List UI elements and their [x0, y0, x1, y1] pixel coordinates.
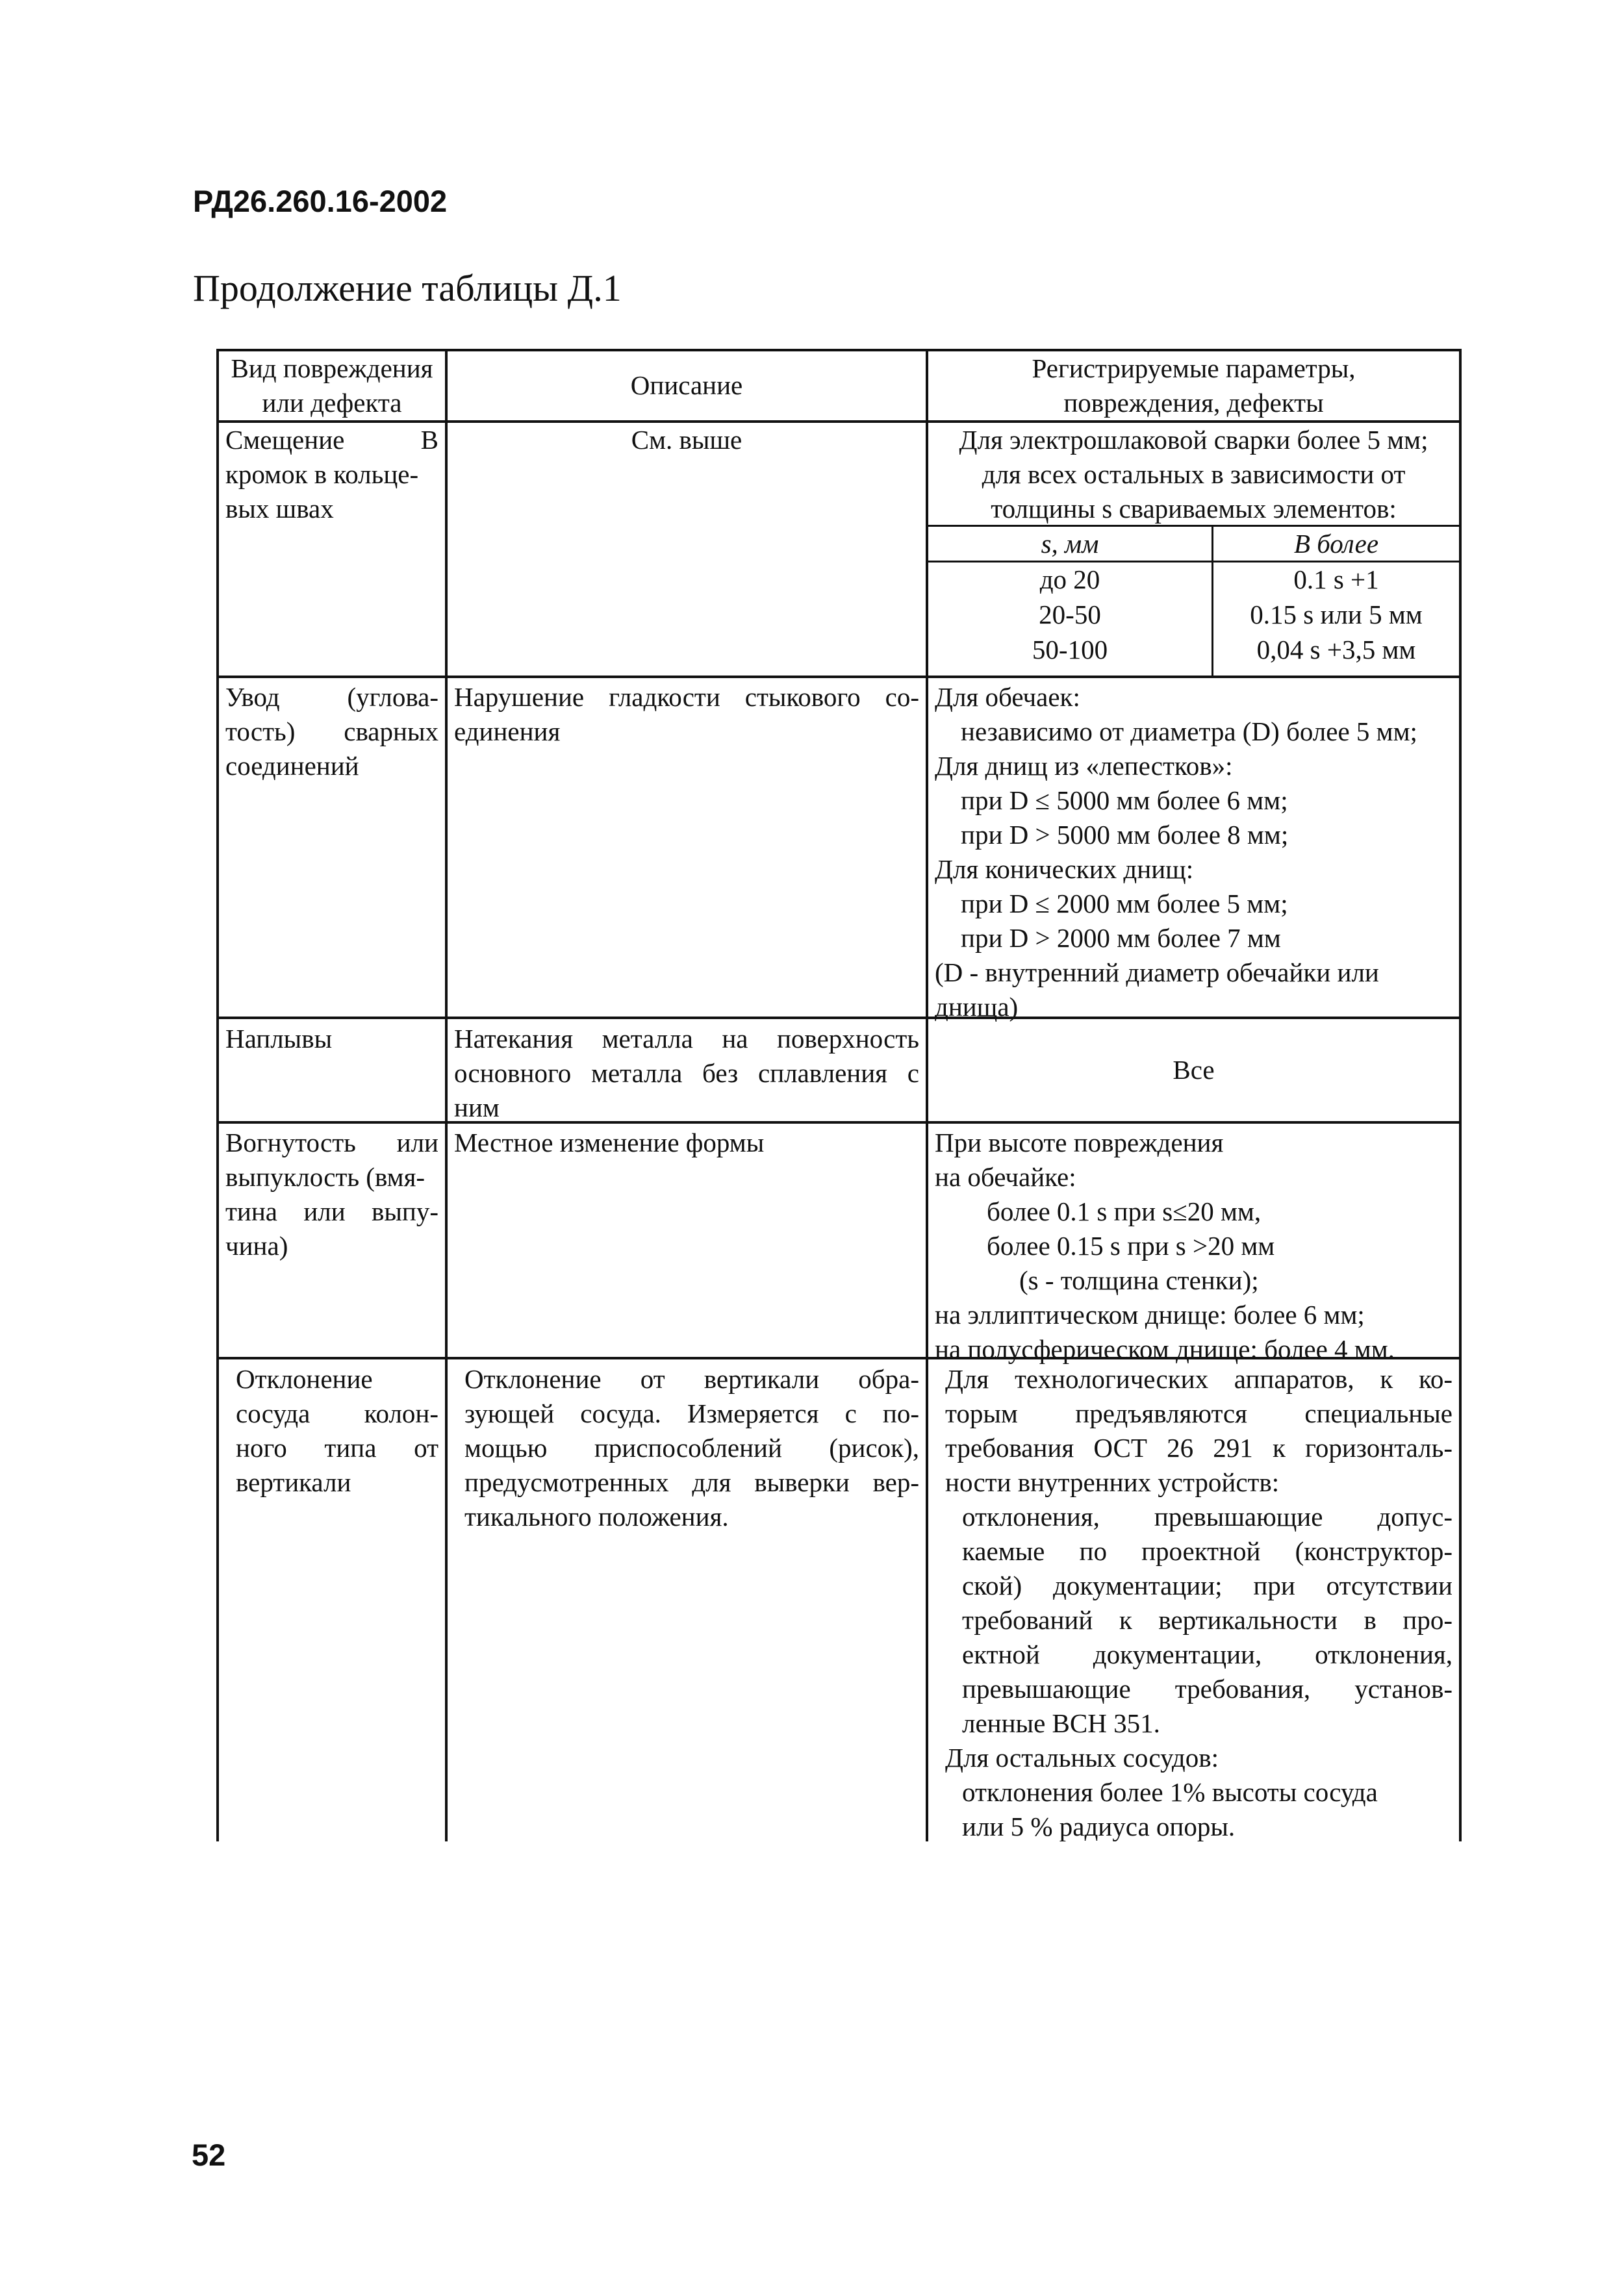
row2-params-line: (D - внутренний диаметр обечайки или [935, 957, 1379, 987]
row2-params-line: Для конических днищ: [935, 854, 1194, 884]
row5-params-line: каемые по проектной (конструктор- [962, 1536, 1453, 1566]
header-type-cell [219, 351, 445, 420]
row4-params-cell [928, 1126, 1459, 1367]
header-params-cell [928, 351, 1459, 420]
row5-params-cell [928, 1362, 1459, 1844]
row1-type-line: вых швах [225, 494, 334, 524]
row5-params-line: ленные ВСН 351. [962, 1708, 1160, 1738]
row2-params-line: Для обечаек: [935, 682, 1080, 712]
row3-description-line: Натекания металла на поверхность [454, 1024, 919, 1054]
row5-type-line: ного типа от [236, 1433, 438, 1463]
page-number: 52 [192, 2138, 226, 2172]
row3-description-cell [448, 1022, 926, 1125]
row1-type-line: Смещение B [225, 425, 438, 455]
row5-description-line: зующей сосуда. Измеряется с по- [464, 1398, 919, 1428]
row4-type-line: тина или выпу- [225, 1196, 438, 1226]
row3-description-line: ним [454, 1093, 500, 1122]
row5-params-line: Для технологических аппаратов, к ко- [945, 1364, 1453, 1394]
row5-description-line: Отклонение от вертикали обра- [464, 1364, 919, 1394]
row3-type-cell [219, 1022, 445, 1056]
row5-params-line: ектной документации, отклонения, [962, 1639, 1453, 1669]
header-type-line: Вид повреждения [231, 353, 433, 383]
row5-type-cell [219, 1362, 445, 1500]
row2-type-line: Увод (углова- [225, 682, 438, 712]
row5-description-cell [448, 1362, 926, 1534]
row1-description-cell [448, 423, 926, 457]
row5-description-line: мощью приспособлений (рисок), [464, 1433, 919, 1463]
row2-params-line: при D > 5000 мм более 8 мм; [961, 820, 1289, 850]
row5-description-line: тикального положения. [464, 1502, 729, 1532]
table-continuation-title: Продолжение таблицы Д.1 [193, 267, 622, 309]
row1-params-line: толщины s свариваемых элементов: [991, 494, 1397, 524]
row5-type-line: Отклонение [236, 1364, 373, 1394]
table-border-right [1459, 349, 1462, 1841]
subtable-s-value: 50-100 [1032, 635, 1108, 664]
subtable-b-value: 0.1 s +1 [1293, 564, 1379, 594]
row4-params-line: на эллиптическом днище: более 6 мм; [935, 1300, 1365, 1330]
row4-type-line: чина) [225, 1231, 288, 1261]
row2-description-line: единения [454, 716, 561, 746]
subtable-header-b: B более [1293, 529, 1379, 559]
row5-params-line: отклонения, превышающие допус- [962, 1502, 1453, 1532]
row4-params-line: более 0.1 s при s≤20 мм, [987, 1196, 1262, 1226]
header-description: Описание [630, 370, 743, 400]
row4-params-line: на обечайке: [935, 1162, 1076, 1192]
row-divider-1 [216, 676, 1462, 678]
row2-type-cell [219, 680, 445, 783]
row4-params-line: (s - толщина стенки); [1019, 1265, 1259, 1295]
header-params-line: повреждения, дефекты [1063, 388, 1324, 418]
row4-description-line: Местное изменение формы [454, 1128, 765, 1157]
header-params-line: Регистрируемые параметры, [1032, 353, 1356, 383]
row4-params-line: более 0.15 s при s >20 мм [987, 1231, 1275, 1261]
row5-params-line: торым предъявляются специальные [945, 1398, 1453, 1428]
row5-params-line: ской) документации; при отсутствии [962, 1571, 1453, 1600]
row3-params-cell [928, 1053, 1459, 1087]
row5-params-line: отклонения более 1% высоты сосуда [962, 1777, 1378, 1807]
row4-type-cell [219, 1126, 445, 1263]
row2-params-line: при D > 2000 мм более 7 мм [961, 923, 1281, 953]
row1-params-line: Для электрошлаковой сварки более 5 мм; [959, 425, 1428, 455]
row5-description-line: предусмотренных для выверки вер- [464, 1467, 919, 1497]
row2-params-line: при D ≤ 2000 мм более 5 мм; [961, 889, 1288, 918]
row4-type-line: Вогнутость или [225, 1128, 438, 1157]
row5-params-line: или 5 % радиуса опоры. [962, 1812, 1236, 1841]
row2-params-cell [928, 680, 1459, 1024]
row1-params-cell [928, 423, 1459, 526]
row5-params-line: ности внутренних устройств: [945, 1467, 1280, 1497]
row3-description-line: основного металла без сплавления с [454, 1058, 919, 1088]
row2-description-line: Нарушение гладкости стыкового со- [454, 682, 919, 712]
row2-params-line: при D ≤ 5000 мм более 6 мм; [961, 785, 1288, 815]
row4-type-line: выпуклость (вмя- [225, 1162, 425, 1192]
table-border-left [216, 349, 219, 1841]
subtable-s-value: 20-50 [1039, 600, 1101, 629]
row5-params-line: требований к вертикальности в про- [962, 1605, 1453, 1635]
row5-type-line: сосуда колон- [236, 1398, 438, 1428]
row1-type-cell [219, 423, 445, 526]
defects-table [216, 349, 1462, 1843]
subtable-header-s: s, мм [1041, 529, 1099, 559]
row1-type-line: кромок в кольце- [225, 459, 419, 489]
row5-params-line: требования ОСТ 26 291 к горизонталь- [945, 1433, 1453, 1463]
row2-params-line: днища) [935, 992, 1019, 1022]
row2-description-cell [448, 680, 926, 749]
row1-description: См. выше [631, 425, 742, 455]
row2-params-line: независимо от диаметра (D) более 5 мм; [961, 716, 1417, 746]
row5-params-line: Для остальных сосудов: [945, 1743, 1219, 1773]
row3-type-line: Наплывы [225, 1024, 333, 1054]
row5-params-line: превышающие требования, установ- [962, 1674, 1453, 1704]
header-type-line: или дефекта [262, 388, 402, 418]
row2-params-line: Для днищ из «лепестков»: [935, 751, 1233, 781]
row3-params: Все [1173, 1055, 1215, 1085]
row2-type-line: тость) сварных [225, 716, 438, 746]
subtable-b-value: 0.15 s или 5 мм [1250, 600, 1423, 629]
header-description-cell [448, 368, 926, 403]
document-code: РД26.260.16-2002 [193, 184, 448, 218]
row2-type-line: соединений [225, 751, 359, 781]
row1-params-line: для всех остальных в зависимости от [982, 459, 1406, 489]
row4-params-line: При высоте повреждения [935, 1128, 1224, 1157]
subtable-s-value: до 20 [1039, 564, 1100, 594]
subtable-b-value: 0,04 s +3,5 мм [1256, 635, 1416, 664]
row4-params-line: на полусферическом днище: более 4 мм. [935, 1334, 1395, 1364]
row5-type-line: вертикали [236, 1467, 351, 1497]
row4-description-cell [448, 1126, 926, 1160]
